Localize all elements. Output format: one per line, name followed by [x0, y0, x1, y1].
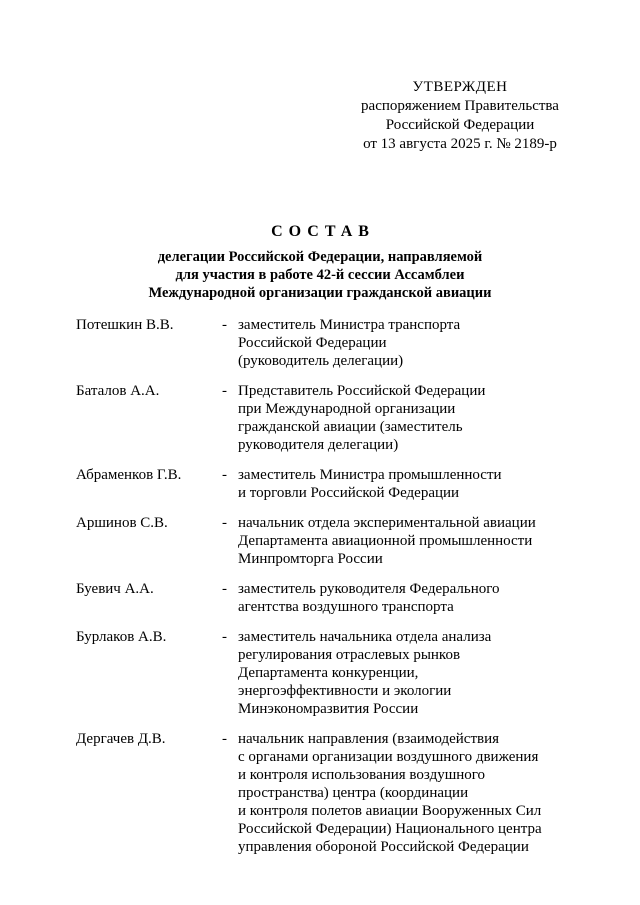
member-role-line: (руководитель делегации): [238, 353, 404, 369]
subtitle-line: Международной организации гражданской авиации: [148, 285, 492, 301]
member-role-line: и контроля использования воздушного: [238, 767, 486, 783]
member-row: [76, 628, 576, 718]
member-name: Потешкин В.В.: [76, 317, 174, 333]
subtitle-line: для участия в работе 42-й сессии Ассамблеи: [175, 267, 465, 283]
member-role-line: при Международной организации: [238, 401, 456, 417]
member-role-line: с органами организации воздушного движения: [238, 749, 539, 765]
member-role-line: Российской Федерации: [238, 335, 387, 351]
member-role-line: энергоэффективности и экологии: [238, 683, 452, 699]
member-role-line: начальник направления (взаимодействия: [238, 731, 500, 747]
member-name: Аршинов С.В.: [76, 515, 168, 531]
member-role-line: Минэкономразвития России: [238, 701, 419, 717]
approval-line: Российской Федерации: [385, 117, 535, 133]
member-role-line: гражданской авиации (заместитель: [238, 419, 463, 435]
subtitle-line: делегации Российской Федерации, направляемой: [157, 249, 483, 265]
member-row: [76, 730, 576, 856]
member-role-line: заместитель начальника отдела анализа: [238, 629, 492, 645]
member-name: Бурлаков А.В.: [76, 629, 167, 645]
member-row: [76, 580, 576, 616]
member-row: [76, 466, 576, 502]
member-dash: -: [222, 581, 227, 597]
member-role-line: начальник отдела экспериментальной авиации: [238, 515, 536, 531]
member-dash: -: [222, 317, 227, 333]
member-role-line: Департамента авиационной промышленности: [238, 533, 533, 549]
approval-line: от 13 августа 2025 г. № 2189-р: [363, 136, 557, 152]
member-role-line: регулирования отраслевых рынков: [238, 647, 461, 663]
member-role-line: Департамента конкуренции,: [238, 665, 419, 681]
member-role-line: руководителя делегации): [238, 437, 399, 453]
member-name: Абраменков Г.В.: [76, 467, 182, 483]
member-row: [76, 316, 576, 370]
member-role: [238, 730, 576, 856]
member-dash: -: [222, 629, 227, 645]
member-dash: -: [222, 383, 227, 399]
member-role-line: заместитель руководителя Федерального: [238, 581, 500, 597]
member-role-line: агентства воздушного транспорта: [238, 599, 454, 615]
member-dash: -: [222, 467, 227, 483]
member-role-line: заместитель Министра транспорта: [238, 317, 461, 333]
member-role-line: Представитель Российской Федерации: [238, 383, 486, 399]
member-role: [238, 628, 576, 718]
member-name: Дергачев Д.В.: [76, 731, 166, 747]
member-role-line: и торговли Российской Федерации: [238, 485, 460, 501]
member-dash: -: [222, 731, 227, 747]
member-role-line: Российской Федерации) Национального центра: [238, 821, 542, 837]
member-dash: -: [222, 515, 227, 531]
member-name: Буевич А.А.: [76, 581, 154, 597]
document-subtitle: [0, 248, 640, 302]
member-role: [238, 580, 576, 616]
member-role-line: Минпромторга России: [238, 551, 383, 567]
member-role-line: заместитель Министра промышленности: [238, 467, 502, 483]
delegation-members-list: [76, 316, 576, 868]
member-role-line: пространства) центра (координации: [238, 785, 469, 801]
member-row: [76, 514, 576, 568]
document-title-block: [0, 222, 640, 302]
member-name: Баталов А.А.: [76, 383, 160, 399]
member-role: [238, 466, 576, 502]
member-role: [238, 514, 576, 568]
member-role-line: управления обороной Российской Федерации: [238, 839, 529, 855]
member-row: [76, 382, 576, 454]
approval-heading: УТВЕРЖДЕН: [412, 79, 508, 95]
document-title: СОСТАВ: [271, 223, 375, 240]
member-role-line: и контроля полетов авиации Вооруженных Сил: [238, 803, 542, 819]
approval-line: распоряжением Правительства: [361, 98, 559, 114]
approval-stamp: [340, 78, 580, 154]
member-role: [238, 316, 576, 370]
member-role: [238, 382, 576, 454]
